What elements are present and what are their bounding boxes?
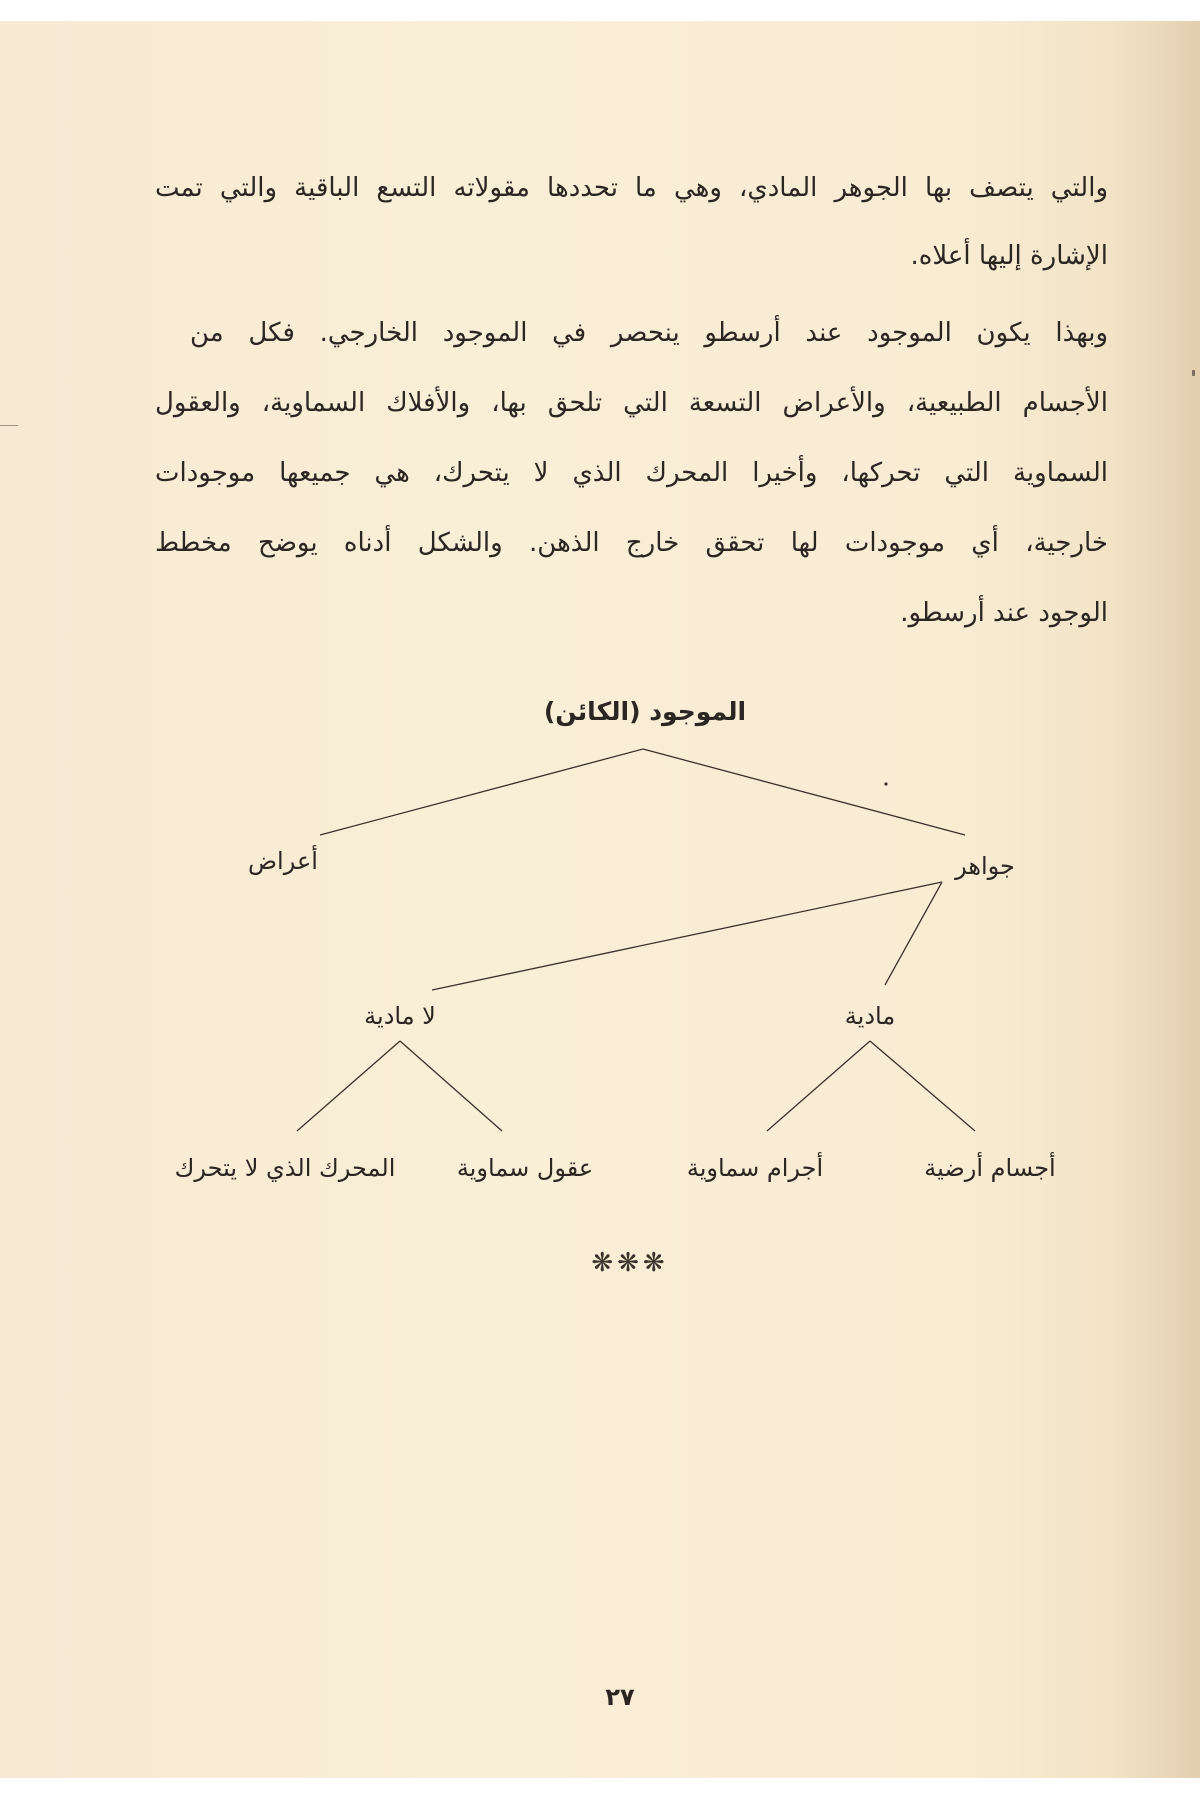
diagram-leaf-earthly-bodies: أجسام أرضية <box>924 1154 1056 1182</box>
paragraph-2-line-3: السماوية التي تحركها، وأخيرا المحرك الذي لا يتحرك، هي جميعها موجودات <box>155 458 1108 488</box>
diagram-node-material: مادية <box>844 1002 896 1030</box>
section-separator-asterisms: ❋❋❋ <box>591 1248 669 1278</box>
diagram-leaf-unmoved-mover: المحرك الذي لا يتحرك <box>174 1154 396 1182</box>
diagram-leaf-celestial-bodies: أجرام سماوية <box>686 1154 824 1182</box>
diagram-node-accidents: أعراض <box>248 847 318 875</box>
paragraph-1-line-1: والتي يتصف بها الجوهر المادي، وهي ما تحددها مقولاته التسع الباقية والتي تمت <box>155 173 1108 203</box>
page-number: ٢٧ <box>605 1683 635 1711</box>
diagram-leaf-celestial-intellects: عقول سماوية <box>456 1154 594 1182</box>
paragraph-2-line-1: وبهذا يكون الموجود عند أرسطو ينحصر في الموجود الخارجي. فكل من <box>190 318 1108 348</box>
diagram-node-immaterial: لا مادية <box>364 1002 436 1030</box>
paragraph-2-line-2: الأجسام الطبيعية، والأعراض التسعة التي تلحق بها، والأفلاك السماوية، والعقول <box>155 388 1108 418</box>
paragraph-2-line-4: خارجية، أي موجودات لها تحقق خارج الذهن. والشكل أدناه يوضح مخطط <box>155 528 1108 558</box>
diagram-root-being: الموجود (الكائن) <box>543 697 747 726</box>
paragraph-1-line-2: الإشارة إليها أعلاه. <box>910 241 1108 271</box>
book-page <box>0 21 1200 1778</box>
diagram-node-substances: جواهر <box>955 852 1015 880</box>
paragraph-2-line-5: الوجود عند أرسطو. <box>900 598 1108 628</box>
margin-mark <box>0 425 18 426</box>
spine-mark <box>1192 370 1195 376</box>
